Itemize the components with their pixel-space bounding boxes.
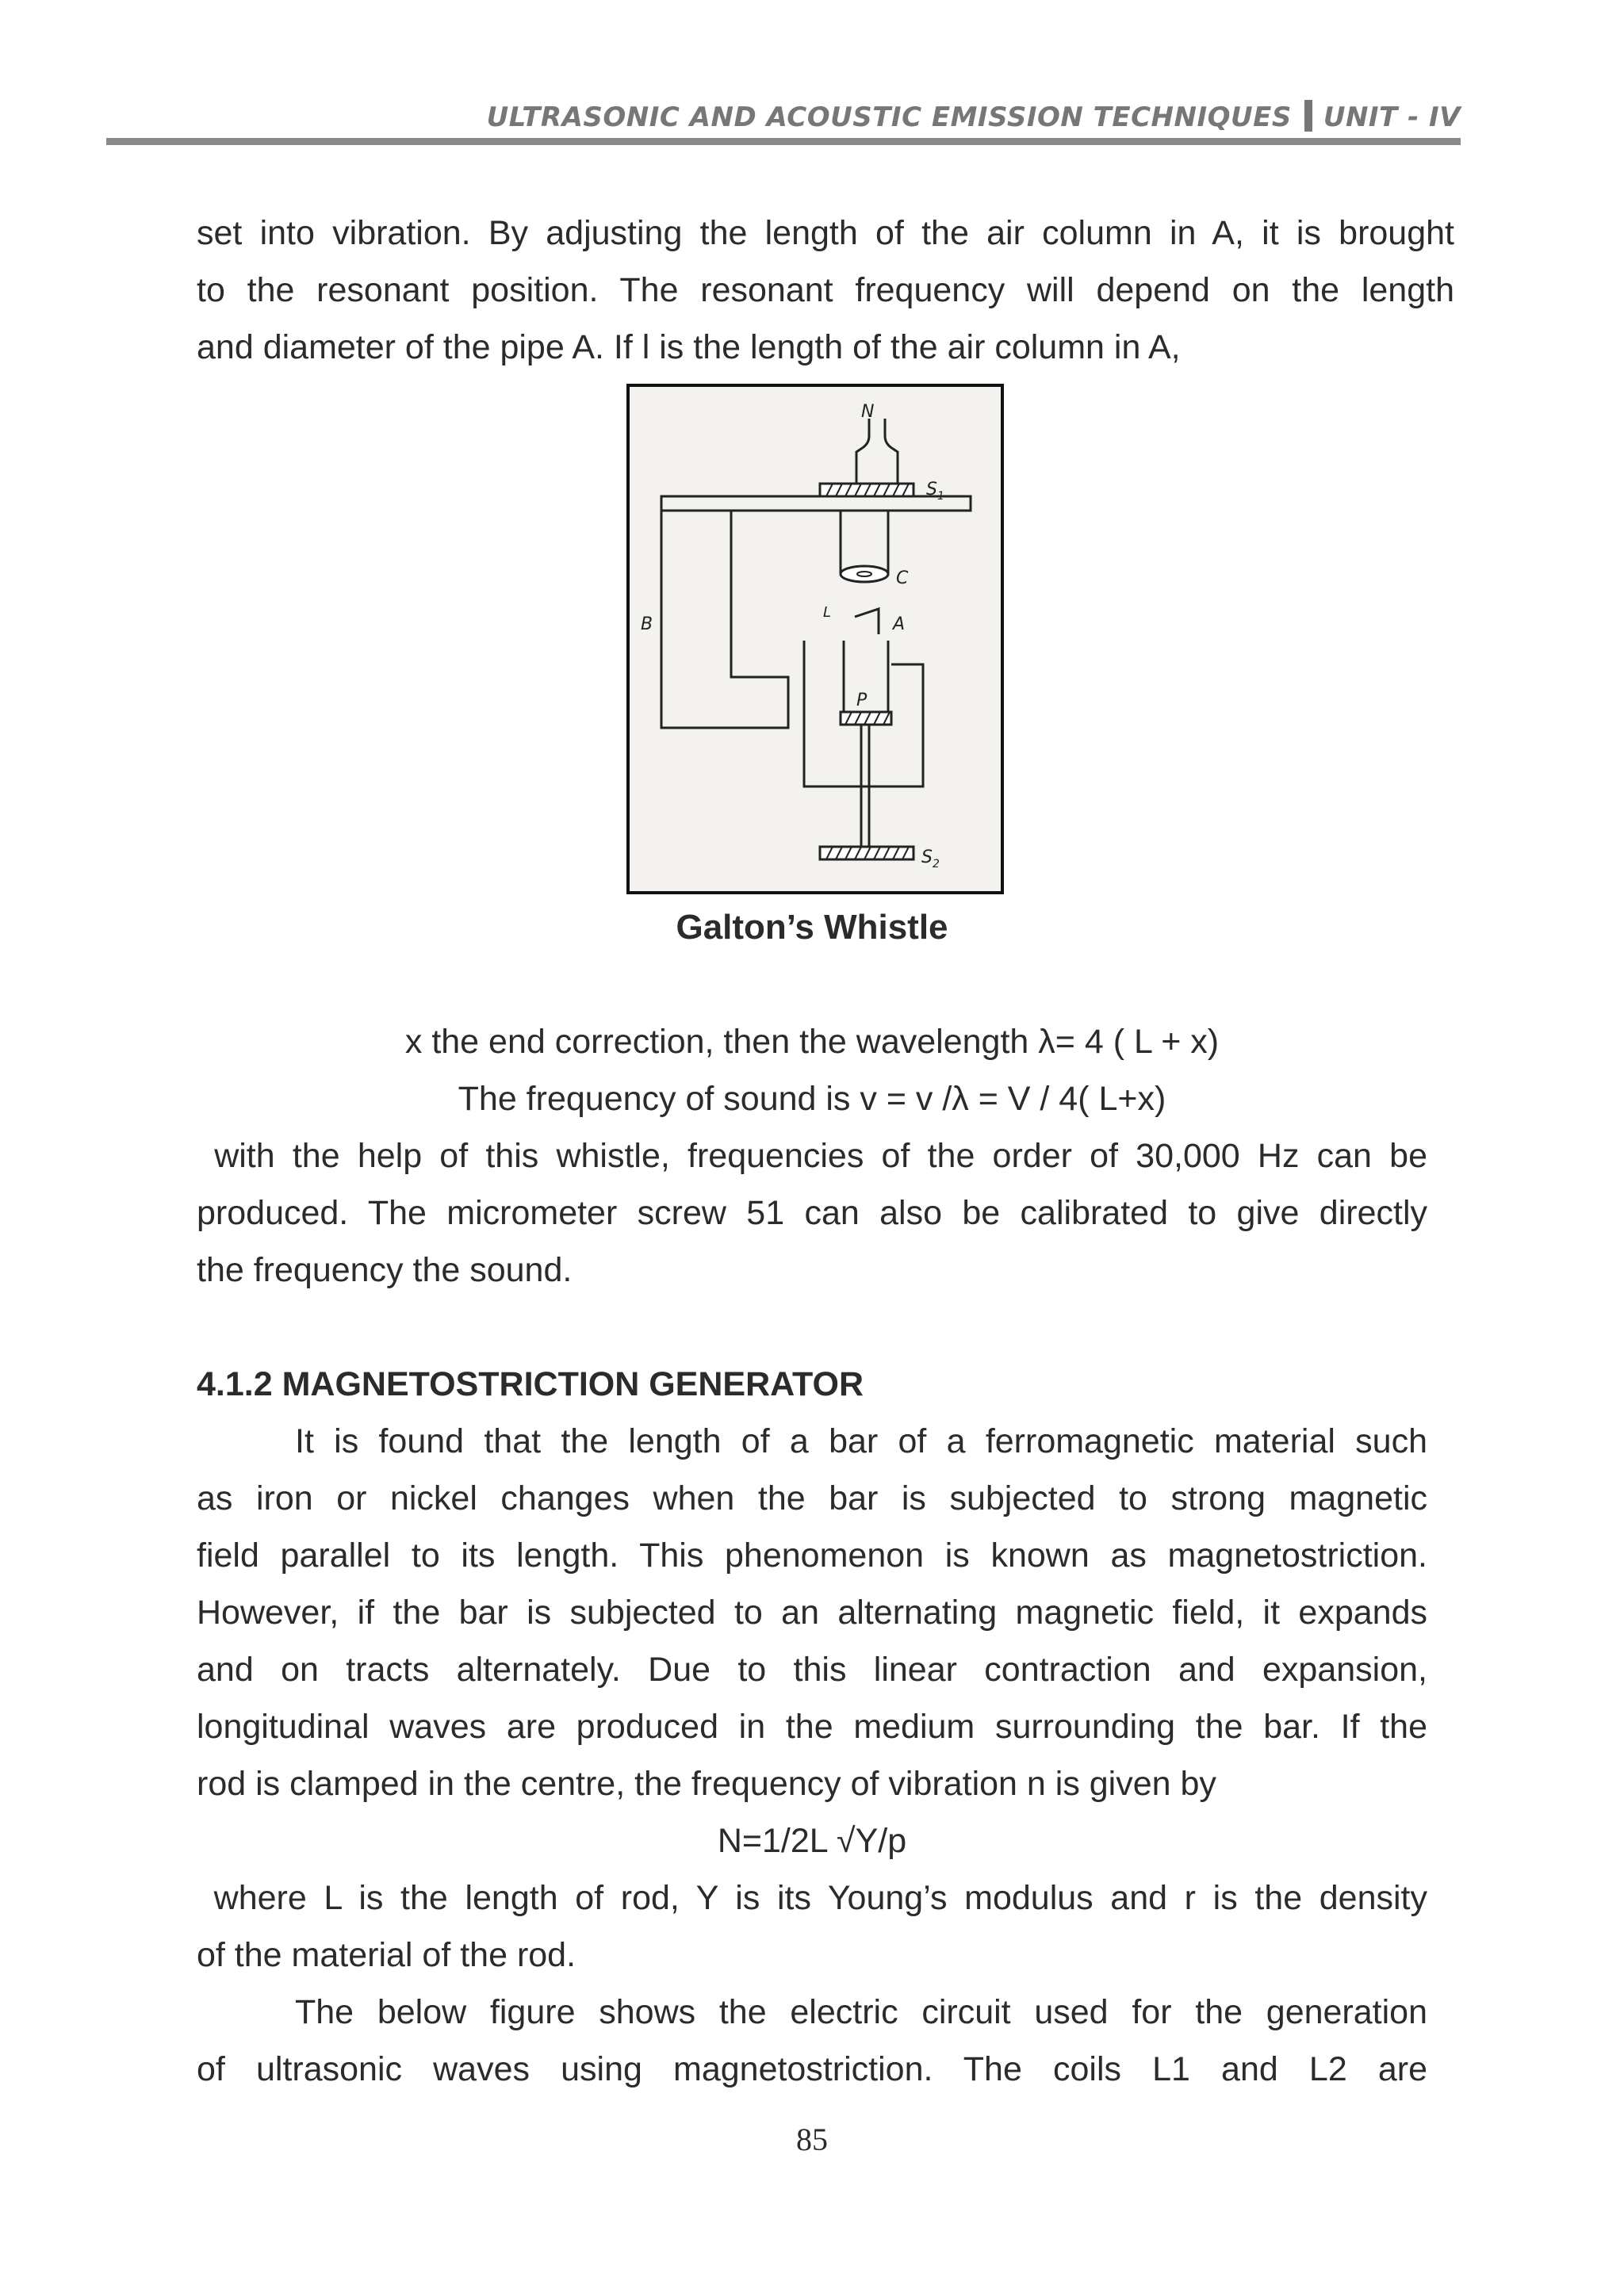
- text-line: It is found that the length of a bar of a ferromagnetic material such: [295, 1422, 1427, 1460]
- text-line: rod is clamped in the centre, the frequency of vibration n is given by: [197, 1765, 1216, 1803]
- top-plate: [661, 496, 971, 511]
- label-l: L: [823, 604, 832, 621]
- text-line: and on tracts alternately. Due to this linear contraction and expansion,: [197, 1651, 1427, 1689]
- text-line: produced. The micrometer screw 51 can also be calibrated to give directly: [197, 1194, 1427, 1232]
- equation-line: The frequency of sound is v = v /λ = V / 4( L+x): [458, 1080, 1166, 1118]
- text-line: field parallel to its length. This phenomenon is known as magnetostriction.: [197, 1536, 1427, 1575]
- whistle-paragraph: [197, 1127, 1427, 1299]
- text-line: set into vibration. By adjusting the length of the air column in A, it is brought: [197, 214, 1454, 252]
- equation-block: [197, 1013, 1427, 1127]
- text-line: longitudinal waves are produced in the medium surrounding the bar. If the: [197, 1708, 1427, 1746]
- text-line: The below figure shows the electric circuit used for the generation: [295, 1993, 1427, 2031]
- equation-line: x the end correction, then the wavelength λ= 4 ( L + x): [404, 1023, 1220, 1061]
- section-heading: 4.1.2 MAGNETOSTRICTION GENERATOR: [197, 1365, 864, 1403]
- galton-whistle-figure: [626, 384, 1004, 894]
- tube-c: [841, 511, 888, 574]
- header-text: [487, 101, 1461, 135]
- frame-b: [661, 496, 788, 728]
- text-line: of the material of the rod.: [197, 1936, 576, 1974]
- text-line: of ultrasonic waves using magnetostriction. The coils L1 and L2 are: [197, 2050, 1427, 2088]
- text-line: to the resonant position. The resonant frequency will depend on the length: [197, 271, 1454, 309]
- header-rule: [106, 138, 1461, 145]
- text-line: where L is the length of rod, Y is its Young’s modulus and r is the density: [197, 1879, 1427, 1917]
- magnetostriction-section: [197, 1356, 1427, 2098]
- text-line: the frequency the sound.: [197, 1251, 573, 1289]
- label-p: P: [856, 691, 868, 710]
- running-header: [106, 94, 1461, 141]
- header-unit: UNIT - IV: [1323, 101, 1461, 133]
- page-number: 85: [796, 2122, 828, 2157]
- figure-caption: Galton’s Whistle: [676, 908, 948, 947]
- text-line: with the help of this whistle, frequencies of the order of 30,000 Hz can be: [197, 1137, 1427, 1175]
- label-n: N: [861, 402, 875, 422]
- label-s1: $S_1$: [926, 480, 944, 503]
- header-separator: [1304, 100, 1312, 132]
- text-line: as iron or nickel changes when the bar is subjected to strong magnetic: [197, 1479, 1427, 1517]
- label-b: B: [641, 614, 653, 634]
- formula: N=1/2L √Y/p: [717, 1822, 907, 1860]
- text-line: However, if the bar is subjected to an alternating magnetic field, it expands: [197, 1594, 1427, 1632]
- nozzle-shape: [856, 419, 898, 484]
- tube-c-mouth: [841, 566, 888, 582]
- label-s2: $S_2$: [921, 848, 940, 871]
- text-line: and diameter of the pipe A. If l is the length of the air column in A,: [197, 328, 1181, 366]
- label-a: A: [893, 614, 906, 634]
- intro-paragraph: [197, 205, 1454, 376]
- header-title: ULTRASONIC AND ACOUSTIC EMISSION TECHNIQUES: [486, 101, 1292, 133]
- label-c: C: [896, 568, 909, 588]
- galton-whistle-diagram: [630, 387, 1001, 891]
- edge-a: [855, 609, 879, 634]
